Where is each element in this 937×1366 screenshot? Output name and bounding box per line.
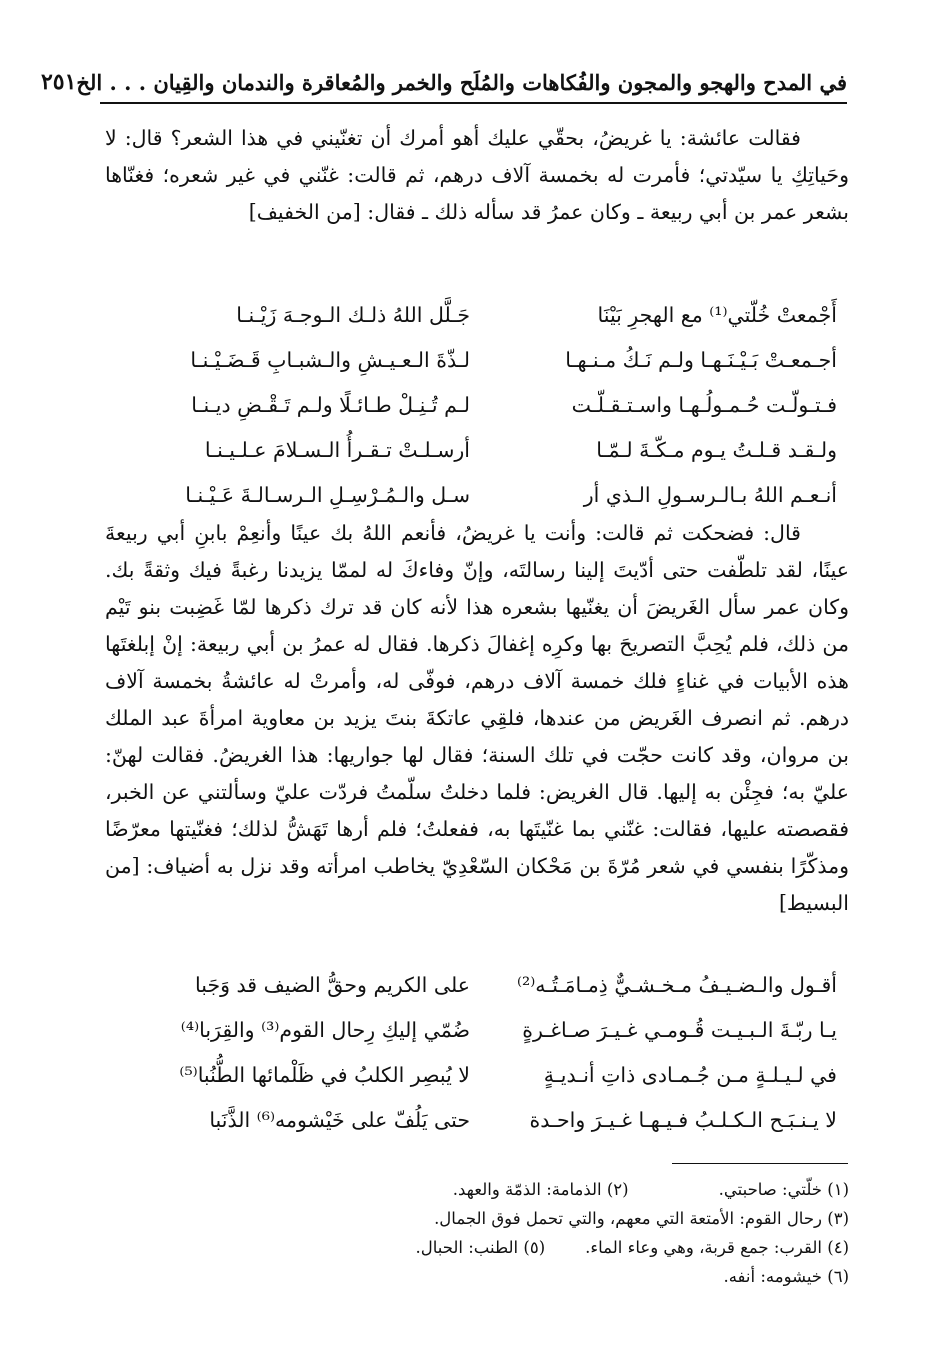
footnote-separator xyxy=(672,1163,848,1164)
verse-second-hemistich: لا يُبصِر الكلبُ في ظَلْمائها الطُّنُبا⁽⁵⁾ xyxy=(179,1062,470,1087)
verse-second-hemistich: أرسـلـتْ تـقـرأُ الـسـلامَ عـلـيـنـا xyxy=(204,437,470,462)
paragraph-1 xyxy=(105,120,849,231)
verse-row xyxy=(150,292,837,337)
verse-row xyxy=(150,1097,837,1142)
verse-row xyxy=(150,382,837,427)
verse-first-hemistich: أَجْمعتْ خُلّتي⁽¹⁾ مع الهجرِ بَيْنَا xyxy=(597,302,837,327)
verse-row xyxy=(150,962,837,1007)
running-header xyxy=(40,62,847,104)
verse-first-hemistich: أنـعـم اللهُ بـالـرسـولِ الـذي أر xyxy=(583,482,837,507)
verse-first-hemistich: ولـقـد قـلـتُ يـوم مـكّـةَ لـمّـا xyxy=(596,437,837,462)
verse-row xyxy=(150,472,837,517)
footnote-row xyxy=(105,1262,849,1291)
header-title: في المدح والهجو والمجون والفُكاهات والمُلَح والخمر والمُعاقرة والندمان والقِيان . . . الخ xyxy=(76,69,847,95)
verse-second-hemistich: على الكريم وحقُّ الضيف قد وَجَبا xyxy=(195,972,470,997)
page-number: ٢٥١ xyxy=(40,69,77,95)
verse-first-hemistich: فـتـولّـت حُـمـولُـهـا واسـتـقـلّـت xyxy=(571,392,837,417)
verse-row xyxy=(150,337,837,382)
verse-first-hemistich: أقـول والـضـيـفُ مـخـشـيٌّ ذِمـامَـتُـه⁽²⁾ xyxy=(516,972,837,997)
footnote-row xyxy=(105,1204,849,1233)
verse-row xyxy=(150,1052,837,1097)
verse-second-hemistich: لـم تُـنِـلْ طـائـلًا ولـم تَـقْـضِ ديـنـا xyxy=(191,392,470,417)
footnote-row xyxy=(105,1175,849,1204)
paragraph-text: فقالت عائشة: يا غريضُ، بحقّي عليك أهو أمرك أن تغنّيني في هذا الشعر؟ قال: لا وحَياتِكِ يا سيّدتي؛ فأمرت له بخمسة آلاف درهم، ثم قالت: غنّني في غير شعره؛ فغنّاها بشعر عمر بن أبي ربيعة ـ وكان عمرُ قد سأله ذلك ـ فقال: [من الخفيف] xyxy=(105,126,849,224)
verse-second-hemistich: ضُمّي إليكِ رِحال القوم⁽³⁾ والقِرَبا⁽⁴⁾ xyxy=(180,1017,470,1042)
verse-first-hemistich: في لـيـلـةٍ مـن جُـمـادى ذاتِ أنـديـةٍ xyxy=(543,1062,837,1087)
verse-row xyxy=(150,427,837,472)
footnote-3: (٣) رحال القوم: الأمتعة التي معهم، والتي تحمل فوق الجمال. xyxy=(434,1209,849,1228)
paragraph-2 xyxy=(105,515,849,922)
verse-second-hemistich: حتى يَلُفّ على خَيْشومه⁽⁶⁾ الذَّنَبا xyxy=(209,1107,470,1132)
verse-row xyxy=(150,1007,837,1052)
footnote-6: (٦) خيشومه: أنفه. xyxy=(723,1267,849,1286)
footnotes xyxy=(105,1175,849,1291)
footnote-5: (٥) الطنب: الحبال. xyxy=(415,1238,546,1257)
verse-second-hemistich: لـذّةَ الـعـيـشِ والـشبـابِ قَـضَـيْـنـا xyxy=(190,347,470,372)
verse-second-hemistich: سـل والـمُـرْسِـلِ الـرسـالـةَ عَـيْـنـا xyxy=(185,482,470,507)
footnote-1: (١) خلّتي: صاحبتي. xyxy=(718,1180,849,1199)
verse-second-hemistich: جَـلَّل اللهُ ذلـك الـوجـهَ زَيْـنـا xyxy=(236,302,470,327)
verse-first-hemistich: أجـمعـتْ بَـيْـنَـهـا ولـم نَـكُ مـنـهـا xyxy=(565,347,837,372)
poem-basit xyxy=(150,962,837,1142)
footnote-4: (٤) القرب: جمع قربة، وهي وعاء الماء. xyxy=(585,1238,849,1257)
paragraph-text: قال: فضحكت ثم قالت: وأنت يا غريضُ، فأنعم اللهُ بك عينًا وأنعِمْ بابنِ أبي ربيعةَ عينًا، لقد تلطّفت حتى أدّيتَ إلينا رسالتَه، وإنّ وفاءكَ له لممّا يزيدنا رغبةً فيك وثقةً بك. وكان عمر سأل الغَريضَ أن يغنّيها بشعره هذا لأنه كان قد ترك ذكرها لمّا غَضِبت بنو تَيْم من ذلك، فلم يُحِبَّ التصريحَ بها وكرِه إغفالَ ذكرها. فقال له عمرُ بن أبي ربيعة: إنْ إبلغتَها هذه الأبيات في غناءٍ فلك خمسة آلاف درهم، فوفّى له، وأمرتْ له عائشةُ بخمسة آلاف درهم. ثم انصرف الغَريض من عندها، فلقِي عاتكةَ بنتَ يزيد بن معاوية امرأةَ عبد الملك بن مروان، وقد كانت حجّت في تلك السنة؛ فقال لها جواريها: هذا الغريضُ. فقالت لهنّ: عليّ به؛ فجِئْن به إليها. قال الغريض: فلما دخلتُ سلّمتُ فردّت عليّ وسألتني عن الخبر، فقصصته عليها، فقالت: غنّني بما غنّيتَها به، ففعلتُ؛ فلم أرها تَهَشُّ لذلك؛ فغنّيتها معرّضًا ومذكّرًا بنفسي في شعر مُرّةَ بن مَحْكان السّعْدِيّ يخاطب امرأته وقد نزل به أضياف: [من البسيط] xyxy=(105,521,849,915)
verse-first-hemistich: لا يـنـبَـح الـكـلـبُ فـيـهـا غـيـرَ واحـدة xyxy=(529,1107,837,1132)
poem-khafif xyxy=(150,292,837,517)
verse-first-hemistich: يـا ربّـةَ الـبـيـت قُـومـي غـيـرَ صـاغـرةٍ xyxy=(522,1017,837,1042)
footnote-2: (٢) الذمامة: الذمّة والعهد. xyxy=(452,1180,629,1199)
footnote-row xyxy=(105,1233,849,1262)
